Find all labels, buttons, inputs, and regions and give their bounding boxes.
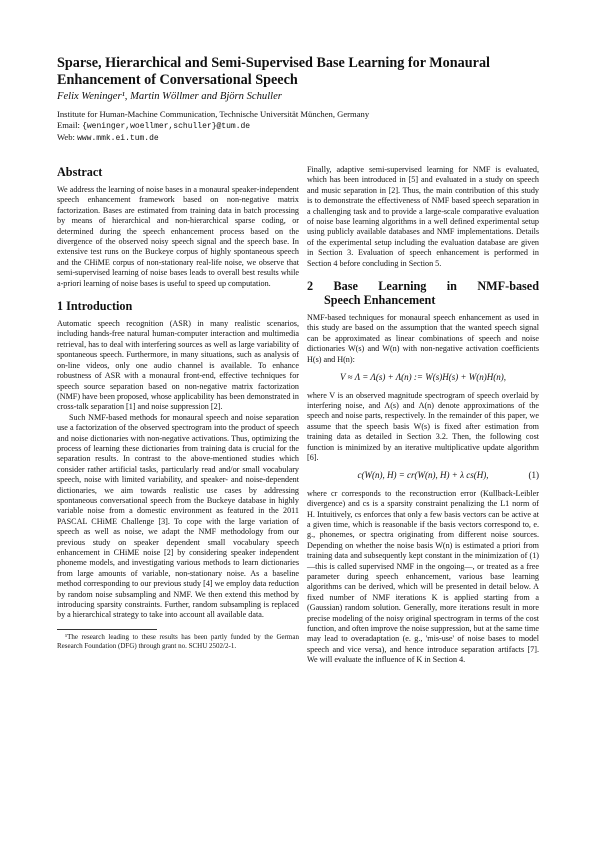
intro-paragraph-2: Such NMF-based methods for monaural speech and noise separation use a factorization of the observed spectrogram into the product of speech and noise dictionaries with non-negative activations. Thus, optimizing the process of learning these dictionaries from training data is crucial for the separation results. In contrast to the above-mentioned studies which consider rather artificial tasks, particularly read and/or small vocabulary speech, noise with limited variability, and speaker- and noise-dependent dictionaries, we aim towards realistic use cases by addressing spontaneous conversational speech from the Buckeye database in highly variable noise from a domestic environment as featured in the 2011 PASCAL CHiME Challenge [3]. To cope with the large variation of speech as well as noise, we adapt the NMF methodology from our previous study on speaker dependent small vocabulary speech enhancement in CHiME noise [2] by considering speaker independent phoneme models, and investigating various methods to learn dictionaries from large amounts of variable, non-stationary noise. As a baseline method corresponding to our previous study [4] we employ data reduction by random noise subsampling and NMF. We then extend this method by introducing sparsity constraints. Further, random subsampling is replaced by a hierarchical strategy to take into account all available data. [57,412,299,620]
intro-heading: 1 Introduction [57,299,133,314]
abstract-text: We address the learning of noise bases in a monaural speaker-independent speech enhancement framework based on non-negative matrix factorization. Bases are estimated from training data in batch processing by means of hierarchical and non-hierarchical sparse coding, or determined during the speech enhancement process based on the divergence of the observed noisy speech signal and the speech base. In extensive test runs on the Buckeye corpus of highly spontaneous speech and the CHiME corpus of non-stationary real-life noise, we observe that semi-supervised learning of noise bases leads to overall best results while a-priori learning of noise bases is useful to speed up computation. [57,185,299,288]
web-line [57,132,369,144]
affiliation: Institute for Human-Machine Communication, Technische Universität München, Germany [57,109,370,119]
section2-paragraph-3: where cr corresponds to the reconstruction error (Kullback-Leibler divergence) and cs is a sparsity constraint penalizing the L1 norm of H. Intuitively, cs enforces that only a few basis vectors can be active at a given time, which is reasonable if the basis vectors correspond to, e. g., phonemes, or spectra originating from different noise sources. Depending on whether the noise basis W(n) is estimated a priori from training data and subsequently kept constant in the minimization of (1)—this is called supervised NMF in the ongoing—, or treated as a free parameter during speech enhancement, various base learning algorithms can be derived, which will be presented in detail below. A fixed number of NMF iterations K is applied starting from a (Gaussian) random solution. Generally, more iterations result in more precise modeling of the noisy original spectrogram in terms of the cost function, and often improve the noise suppression, but at the same time may lead to overadaptation (e. g., 'mis-use' of noise bases to model speech and vice versa), and hence introduce separation artifacts [7]. We will evaluate the influence of K in Section 4. [307,488,539,665]
email-address[interactable]: {weninger,woellmer,schuller}@tum.de [82,122,251,132]
section2-heading [307,279,539,307]
web-label: Web: [57,132,75,143]
section2-heading-line1: 2 Base Learning in NMF-based [307,279,539,294]
author-list: Felix Weninger¹, Martin Wöllmer and Björn Schuller [57,91,282,102]
web-link[interactable]: www.mmk.ei.tum.de [77,134,159,144]
section2-heading-line2: Speech Enhancement [324,293,436,308]
email-line [57,120,369,132]
right-column [307,165,539,666]
affiliation-block [57,109,369,145]
footnote: ¹The research leading to these results has been partly funded by the German Research Foundation (DFG) through grant no. SCHU 2502/2-1. [57,632,299,650]
intro-paragraph-3: Finally, adaptive semi-supervised learning for NMF is evaluated, which has been introduced in [5] and evaluated in a study on speech and music separation in [2]. Thus, the main contribution of this study is to demonstrate the effectiveness of NMF based speech separation in a challenging task and to provide a large-scale comparative evaluation of noise base learning algorithms in a well defined experimental setup using publicly available databases and NMF implementations. Details of the experimental setup including the evaluation database are given in Section 3. Evaluation of speech enhancement is performed in Section 4 before concluding in Section 5. [307,165,539,268]
paper-title: Sparse, Hierarchical and Semi-Supervised Base Learning for Monaural Enhancement of Conversational Speech [57,55,490,88]
footnote-rule [57,629,157,630]
equation-cost-body: c(W(n), H) = cr(W(n), H) + λ cs(H), [357,470,489,481]
section2-paragraph-1: NMF-based techniques for monaural speech enhancement as used in this study are based on the assumption that the wanted speech signal can be approximated as linear combinations of speech and noise dictionaries W(s) and W(n) with non-negative activation coefficients H(s) and H(n): [307,313,539,364]
email-label: Email: [57,120,80,131]
left-column [57,165,299,651]
intro-paragraph-1: Automatic speech recognition (ASR) in many realistic scenarios, including hands-free natural human-computer interaction and multimedia retrieval, has to deal with interfering sources as well as large variability of spontaneous speech. Furthermore, in many situations, such as analysis of on-line videos, only one audio channel is available. To enhance robustness of ASR with a monaural front-end, effective techniques for speech source separation based on non-negative matrix factorization (NMF) have been proposed, whose applicability has been demonstrated in cross-talk separation [1] and noise suppression [2]. [57,319,299,412]
section2-paragraph-2: where V is an observed magnitude spectrogram of speech overlaid by interfering noise, and Λ(s) and Λ(n) denote approximations of the speech and noise parts, respectively. In the remainder of this paper, we assume that the speech basis W(s) is fixed after estimation from training data as detailed in Section 3.2. Then, the following cost function is minimized by an iterative multiplicative update algorithm [6]. [307,390,539,462]
equation-cost-function [307,470,539,480]
equation-decomposition: V ≈ Λ = Λ(s) + Λ(n) := W(s)H(s) + W(n)H(n), [339,372,507,383]
abstract-heading: Abstract [57,165,103,179]
equation-number: (1) [528,470,539,481]
